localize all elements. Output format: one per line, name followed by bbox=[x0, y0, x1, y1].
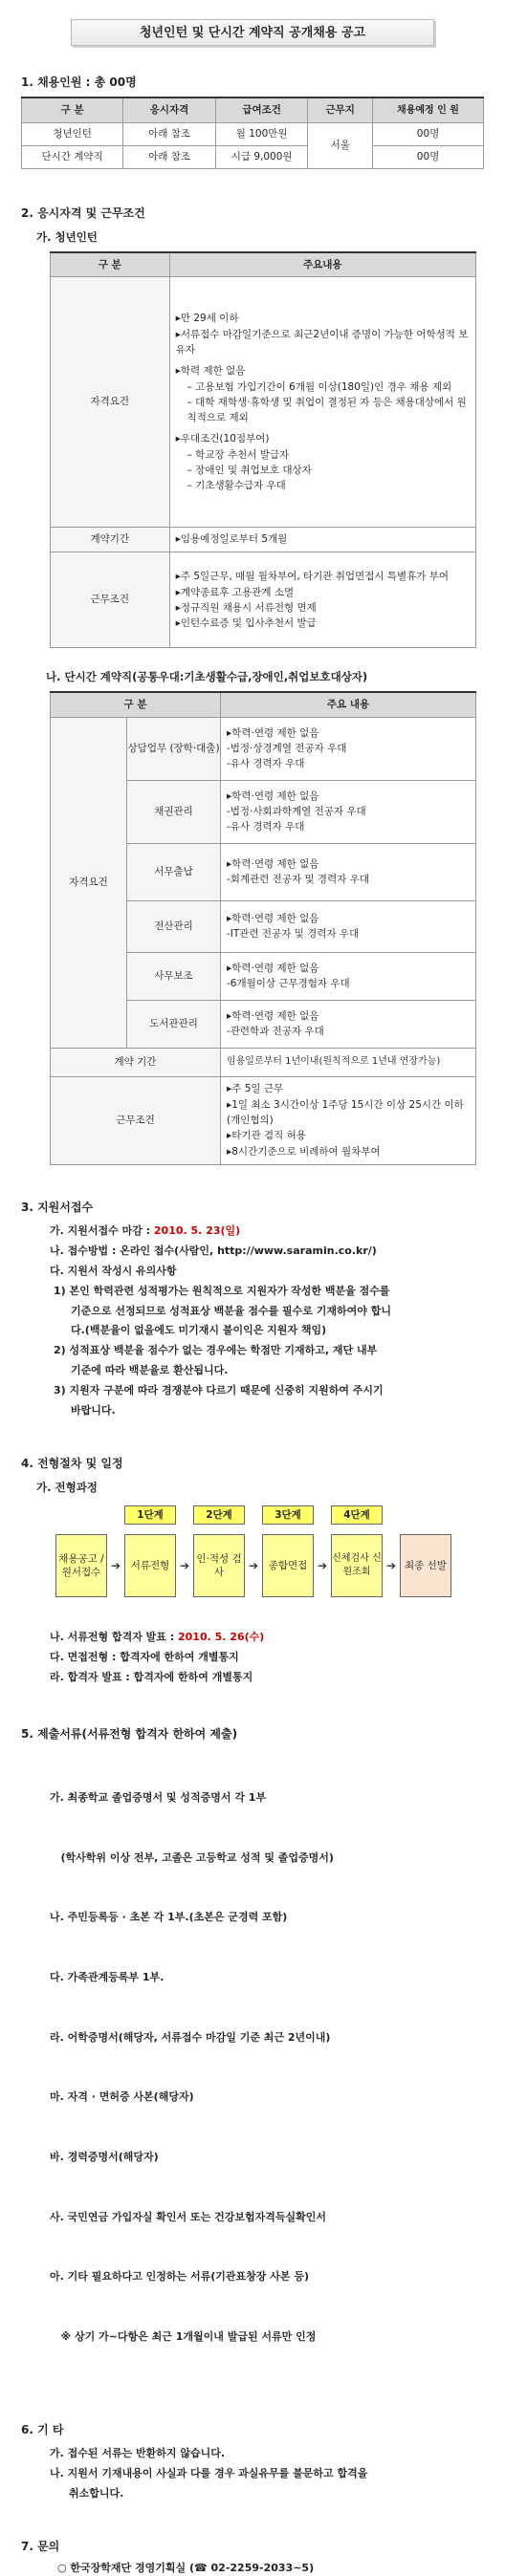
page-title: 청년인턴 및 단시간 계약직 공개채용 공고 bbox=[71, 19, 434, 46]
list-item: – 장애인 및 취업보호 대상자 bbox=[187, 464, 312, 476]
table-row bbox=[51, 1048, 476, 1076]
row-qualification: 아래 참조 bbox=[123, 145, 216, 168]
list-item: ▸8시간기준으로 비례하여 월차부여 bbox=[226, 1145, 381, 1158]
deadline-label: 가. 지원서접수 마감 : bbox=[50, 1224, 154, 1238]
list-item: ▸우대조건(10점부여) bbox=[175, 433, 270, 445]
section-5-heading: 5. 제출서류(서류전형 합격자 한하여 제출) bbox=[21, 1726, 238, 1741]
step-label: 3단계 bbox=[262, 1505, 314, 1525]
note-line: 1) 본인 학력관련 성적평가는 원칙적으로 지원자가 작성한 백분율 점수를 bbox=[54, 1284, 390, 1297]
job-content bbox=[220, 780, 475, 843]
recruitment-count-table bbox=[21, 97, 484, 169]
list-item: ▸주 5일 근무 bbox=[226, 1083, 284, 1095]
cond-label: 근무조건 bbox=[51, 552, 170, 648]
job-name: 도서관관리 bbox=[127, 1000, 221, 1048]
etc-b-cont: 취소합니다. bbox=[69, 2486, 124, 2500]
b-period-value: 임용일로부터 1년이내(원칙적으로 1년내 연장가능) bbox=[220, 1048, 475, 1076]
job-name: 서무출납 bbox=[127, 843, 221, 900]
list-item: ▸서류접수 마감일기준으로 최근2년이내 증명이 가능한 어학성적 보유자 bbox=[175, 328, 469, 357]
job-name: 전산관리 bbox=[127, 900, 221, 952]
list-item: 다. 가족관계등록부 1부. bbox=[50, 1970, 165, 1983]
list-item: -6개월이상 근무경험자 우대 bbox=[226, 978, 350, 990]
list-item: -회계관련 전공자 및 경력자 우대 bbox=[226, 874, 369, 886]
flow-box: 서류전형 bbox=[124, 1534, 176, 1597]
flow-box: 종합면접 bbox=[262, 1534, 314, 1597]
list-item: ▸타기관 겸직 허용 bbox=[226, 1130, 306, 1142]
section-3-heading: 3. 지원서접수 bbox=[21, 1200, 94, 1214]
row-salary: 시급 9,000원 bbox=[215, 145, 308, 168]
section-2b-heading: 나. 단시간 계약직(공통우대:기초생활수급,장애인,취업보호대상자) bbox=[46, 670, 368, 684]
header-content: 주요내용 bbox=[169, 252, 475, 277]
note-line: 2) 성적표상 백분율 점수가 없는 경우에는 학점만 기재하고, 재단 내부 bbox=[54, 1344, 378, 1357]
header-content: 주요 내용 bbox=[220, 692, 475, 717]
note-line: 기준에 따라 백분율로 환산됩니다. bbox=[71, 1364, 229, 1377]
table-row bbox=[51, 528, 476, 552]
job-name: 사무보조 bbox=[127, 952, 221, 1000]
parttime-conditions-table bbox=[50, 691, 476, 1165]
b-qual-label: 자격요건 bbox=[51, 717, 127, 1048]
list-item: 사. 국민연금 가입자실 확인서 또는 건강보험자격득실확인서 bbox=[50, 2210, 326, 2223]
job-content bbox=[220, 843, 475, 900]
deadline-line bbox=[50, 1222, 484, 1242]
selection-flow bbox=[55, 1505, 476, 1620]
documents-list bbox=[50, 1748, 484, 2388]
list-item: (학사학위 이상 전부, 고졸은 고등학교 성적 및 졸업증명서) bbox=[50, 1851, 334, 1864]
period-value: ▸임용예정일로부터 5개월 bbox=[169, 528, 475, 552]
note-line: 3) 지원자 구분에 따라 경쟁분야 다르기 때문에 신중히 지원하여 주시기 bbox=[54, 1384, 384, 1397]
row-location: 서울 bbox=[308, 122, 373, 168]
table-row bbox=[22, 145, 484, 168]
job-name: 채권관리 bbox=[127, 780, 221, 843]
period-label: 계약기간 bbox=[51, 528, 170, 552]
qual-label: 자격요건 bbox=[51, 277, 170, 528]
list-item: ▸인턴수료증 및 입사추천서 발급 bbox=[175, 617, 317, 630]
list-item: – 기초생활수급자 우대 bbox=[187, 480, 286, 492]
flow-box: 최종 선발 bbox=[400, 1534, 451, 1597]
row-qualification: 아래 참조 bbox=[123, 122, 216, 145]
b-cond-content bbox=[220, 1076, 475, 1164]
job-content bbox=[220, 900, 475, 952]
etc-b: 나. 지원서 기재내용이 사실과 다를 경우 과실유무를 불문하고 합격을 bbox=[50, 2466, 368, 2479]
list-item: ▸학력·연령 제한 없음 bbox=[226, 912, 319, 924]
doc-result-label: 나. 서류전형 합격자 발표 : bbox=[50, 1630, 178, 1643]
job-name: 상담업무 (장학·대출) bbox=[127, 717, 221, 780]
arrow-right-icon: ➔ bbox=[317, 1558, 328, 1572]
contact-line: ○ 한국장학재단 경영기획실 (☎ 02-2259-2033~5) bbox=[57, 2562, 315, 2574]
list-item: 바. 경력증명서(해당자) bbox=[50, 2150, 159, 2163]
section-4a-heading: 가. 전형과정 bbox=[36, 1481, 98, 1495]
row-salary: 월 100만원 bbox=[215, 122, 308, 145]
note-line: 기준으로 선정되므로 성적표상 백분율 점수를 필수로 기재하여야 합니 bbox=[71, 1304, 391, 1317]
list-item: – 학교장 추천서 발급자 bbox=[187, 448, 290, 461]
note-1 bbox=[54, 1282, 484, 1342]
list-item: ※ 상기 가~다항은 최근 1개월이내 발급된 서류만 인정 bbox=[50, 2329, 317, 2343]
table-row bbox=[22, 122, 484, 145]
arrow-right-icon: ➔ bbox=[110, 1558, 121, 1572]
header-category: 구 분 bbox=[51, 252, 170, 277]
deadline-date: 2010. 5. 23(일) bbox=[153, 1224, 241, 1238]
list-item: – 고용보험 가입기간이 6개월 이상(180일)인 경우 채용 제외 bbox=[187, 380, 452, 393]
section-1-heading: 1. 채용인원 : 총 00명 bbox=[21, 76, 137, 89]
list-item: ▸주 5일근무, 매월 월차부여, 타기관 취업면접시 특별휴가 부여 bbox=[175, 571, 450, 583]
doc-result-line bbox=[50, 1628, 484, 1648]
list-item: ▸정규직원 채용시 서류전형 면제 bbox=[175, 601, 317, 614]
interview-line: 다. 면접전형 : 합격자에 한하여 개별통지 bbox=[50, 1650, 239, 1663]
list-item: 아. 기타 필요하다고 인정하는 서류(기관표창장 사본 등) bbox=[50, 2270, 309, 2284]
list-item: 마. 자격 · 면허증 사본(해당자) bbox=[50, 2090, 194, 2104]
flow-box: 인·적성 검사 bbox=[193, 1534, 245, 1597]
b-period-label: 계약 기간 bbox=[51, 1048, 221, 1076]
list-item: ▸학력·연령 제한 없음 bbox=[226, 1009, 319, 1022]
arrow-right-icon: ➔ bbox=[179, 1558, 190, 1572]
step-label: 4단계 bbox=[331, 1505, 383, 1525]
list-item: ▸학력 제한 없음 bbox=[175, 365, 246, 378]
note-line: 다.(백분율이 없을에도 미기재시 불이익은 지원자 책임) bbox=[71, 1324, 327, 1337]
step-label: 1단계 bbox=[124, 1505, 176, 1525]
qual-content bbox=[169, 277, 475, 528]
section-4-heading: 4. 전형절차 및 일정 bbox=[21, 1456, 123, 1470]
list-item: ▸계약종료후 고용관계 소멸 bbox=[175, 586, 295, 598]
etc-a: 가. 접수된 서류는 반환하지 않습니다. bbox=[50, 2446, 226, 2459]
list-item: ▸학력·연령 제한 없음 bbox=[226, 857, 319, 870]
list-item: 라. 어학증명서(해당자, 서류접수 마감일 기준 최근 2년이내) bbox=[50, 2030, 331, 2044]
job-content bbox=[220, 1000, 475, 1048]
list-item: ▸학력·연령 제한 없음 bbox=[226, 726, 319, 739]
list-item: ▸학력·연령 제한 없음 bbox=[226, 790, 319, 802]
list-item: ▸1일 최소 3시간이상 1주당 15시간 이상 25시간 이하(개인협의) bbox=[226, 1098, 464, 1126]
header-headcount: 채용예정 인 원 bbox=[373, 97, 484, 122]
row-category: 청년인턴 bbox=[22, 122, 123, 145]
b-cond-label: 근무조건 bbox=[51, 1076, 221, 1164]
arrow-right-icon: ➔ bbox=[385, 1558, 397, 1572]
row-headcount: 00명 bbox=[373, 145, 484, 168]
job-content bbox=[220, 952, 475, 1000]
list-item: 가. 최종학교 졸업증명서 및 성적증명서 각 1부 bbox=[50, 1790, 267, 1804]
intern-conditions-table bbox=[50, 251, 476, 649]
apply-method: 나. 접수방법 : 온라인 접수(사람인, http://www.saramin.co.kr/) bbox=[50, 1244, 377, 1257]
section-2-heading: 2. 응시자격 및 근무조건 bbox=[21, 206, 145, 220]
doc-result-date: 2010. 5. 26(수) bbox=[178, 1630, 265, 1643]
flow-box: 신체검사 신원조회 bbox=[331, 1534, 383, 1597]
table-row bbox=[51, 717, 476, 780]
list-item: -유사 경력자 우대 bbox=[226, 821, 305, 833]
cond-content bbox=[169, 552, 475, 648]
table-row bbox=[51, 277, 476, 528]
list-item: 나. 주민등록등 · 초본 각 1부.(초본은 군경력 포함) bbox=[50, 1911, 288, 1924]
header-location: 근무지 bbox=[308, 97, 373, 122]
list-item: -법정·상경계열 전공자 우대 bbox=[226, 742, 347, 754]
header-category: 구 분 bbox=[51, 692, 221, 717]
section-2a-heading: 가. 청년인턴 bbox=[36, 230, 98, 245]
list-item: -법정·사회과학계열 전공자 우대 bbox=[226, 805, 366, 817]
list-item: – 대학 재학생·휴학생 및 취업이 결정된 자 등은 채용대상에서 원칙적으로 제외 bbox=[187, 396, 467, 424]
note-2 bbox=[54, 1341, 484, 1381]
list-item: -IT관련 전공자 및 경력자 우대 bbox=[226, 928, 360, 941]
table-row bbox=[51, 552, 476, 648]
list-item: ▸만 29세 이하 bbox=[175, 313, 239, 325]
header-salary: 급여조건 bbox=[215, 97, 308, 122]
note-line: 바랍니다. bbox=[71, 1404, 116, 1418]
job-content bbox=[220, 717, 475, 780]
header-qualification: 응시자격 bbox=[123, 97, 216, 122]
final-result-line: 라. 합격자 발표 : 합격자에 한하여 개별통지 bbox=[50, 1670, 253, 1683]
step-label: 2단계 bbox=[193, 1505, 245, 1525]
header-category: 구 분 bbox=[22, 97, 123, 122]
row-headcount: 00명 bbox=[373, 122, 484, 145]
list-item: ▸학력·연령 제한 없음 bbox=[226, 962, 319, 974]
list-item: -관련학과 전공자 우대 bbox=[226, 1026, 324, 1038]
note-3 bbox=[54, 1381, 484, 1421]
section-6-heading: 6. 기 타 bbox=[21, 2422, 64, 2436]
list-item: -유사 경력자 우대 bbox=[226, 758, 305, 770]
notes-heading: 다. 지원서 작성시 유의사항 bbox=[50, 1264, 177, 1277]
arrow-right-icon: ➔ bbox=[248, 1558, 259, 1572]
section-7-heading: 7. 문의 bbox=[21, 2539, 60, 2553]
table-row bbox=[51, 1076, 476, 1164]
row-category: 단시간 계약직 bbox=[22, 145, 123, 168]
flow-box: 채용공고 / 원서접수 bbox=[55, 1534, 107, 1597]
announcement-page bbox=[0, 19, 505, 2574]
